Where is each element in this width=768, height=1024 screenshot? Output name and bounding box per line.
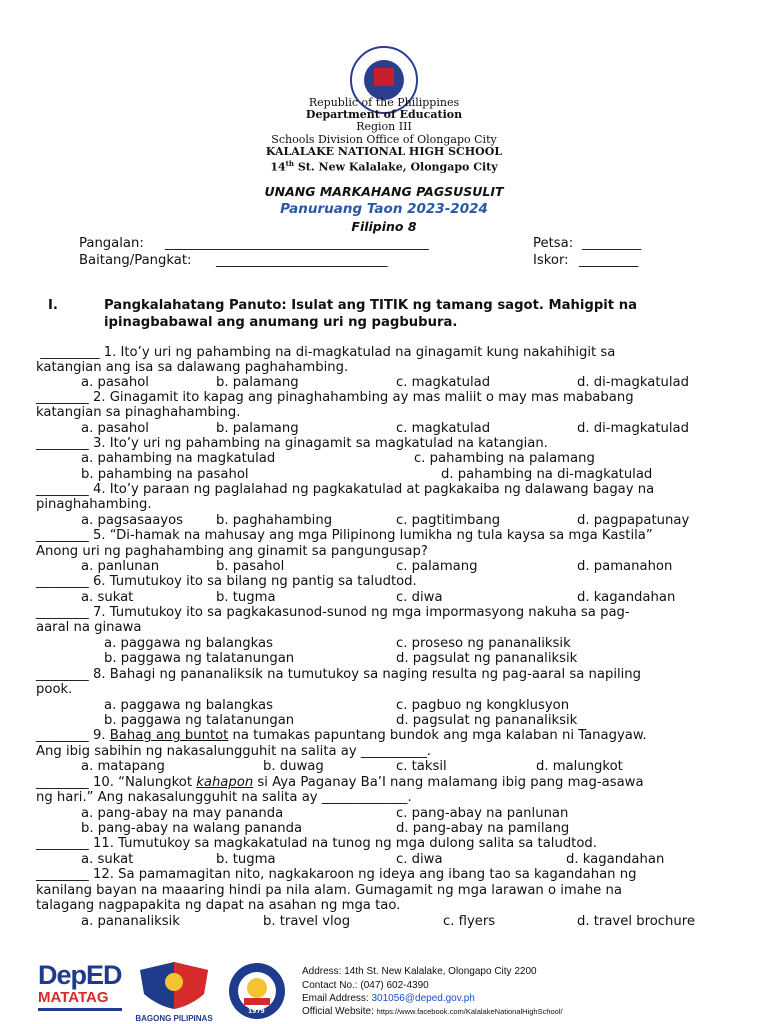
question-12-cont: kanilang bayan na maaaring hindi pa nila alam. Gumagamit ng mga larawan o imahe na xyxy=(36,883,622,898)
option-c[interactable]: c. diwa xyxy=(396,852,443,867)
option-b[interactable]: b. palamang xyxy=(216,375,299,390)
option-b[interactable]: b. pang-abay na walang pananda xyxy=(81,821,303,836)
instructions-line2: ipinagbabawal ang anumang uri ng pagbubura. xyxy=(104,315,458,330)
option-d[interactable]: d. pagsulat ng pananaliksik xyxy=(396,713,578,728)
option-c[interactable]: c. pang-abay na panlunan xyxy=(396,806,569,821)
option-d[interactable]: d. pagpapatunay xyxy=(577,513,690,528)
header-republic: Republic of the Philippines xyxy=(308,96,460,109)
option-a[interactable]: a. pasahol xyxy=(81,375,149,390)
option-a[interactable]: a. matapang xyxy=(81,759,165,774)
question-4: ________ 4. Ito’y paraan ng paglalahad ng pagkakatulad at pagkakaiba ng dalawang bagay na xyxy=(36,482,655,497)
option-a[interactable]: a. panlunan xyxy=(81,559,160,574)
subject-title: Filipino 8 xyxy=(351,219,417,234)
option-d[interactable]: d. di-magkatulad xyxy=(577,375,689,390)
option-c[interactable]: c. pagbuo ng kongklusyon xyxy=(396,698,570,713)
section-number: I. xyxy=(48,298,58,313)
option-c[interactable]: c. pagtitimbang xyxy=(396,513,501,528)
option-a[interactable]: a. sukat xyxy=(81,590,134,605)
footer-address: Address: 14th St. New Kalalake, Olongapo City 2200 xyxy=(302,966,537,977)
option-c[interactable]: c. magkatulad xyxy=(396,375,491,390)
question-9: ________ 9. Bahag ang buntot na tumakas papuntang bundok ang mga kalaban ni Tanagyaw. xyxy=(36,728,647,743)
option-b[interactable]: b. palamang xyxy=(216,421,299,436)
question-5-cont: Anong uri ng paghahambing ang ginamit sa pangungusap? xyxy=(36,544,428,559)
name-field[interactable]: ________________________________________ xyxy=(165,236,429,251)
instructions-line1: Pangkalahatang Panuto: Isulat ang TITIK ng tamang sagot. Mahigpit na xyxy=(104,298,637,313)
question-8-cont: pook. xyxy=(36,682,73,697)
option-b[interactable]: b. travel vlog xyxy=(263,914,351,929)
option-c[interactable]: c. magkatulad xyxy=(396,421,491,436)
option-d[interactable]: d. kagandahan xyxy=(577,590,676,605)
question-10-cont: ng hari.” Ang nakasalungguhit na salita ay _____________. xyxy=(36,790,412,805)
option-a[interactable]: a. pang-abay na may pananda xyxy=(81,806,284,821)
school-year: Panuruang Taon 2023-2024 xyxy=(280,201,488,217)
grade-label: Baitang/Pangkat: xyxy=(79,253,192,268)
option-a[interactable]: a. paggawa ng balangkas xyxy=(104,698,274,713)
question-7-cont: aaral na ginawa xyxy=(36,620,142,635)
option-a[interactable]: a. pasahol xyxy=(81,421,149,436)
footer-website: Official Website: https://www.facebook.com/KalalakeNationalHighSchool/ xyxy=(302,1006,563,1017)
header-region: Region III xyxy=(356,120,412,133)
option-d[interactable]: d. travel brochure xyxy=(577,914,695,929)
option-b[interactable]: b. paghahambing xyxy=(216,513,333,528)
website-link[interactable]: https://www.facebook.com/KalalakeNationalHighSchool/ xyxy=(376,1007,563,1016)
option-d[interactable]: d. pahambing na di-magkatulad xyxy=(441,467,653,482)
question-1: _________ 1. Ito’y uri ng pahambing na di-magkatulad na ginagamit kung nakahihigit sa xyxy=(36,345,616,360)
question-4-cont: pinaghahambing. xyxy=(36,497,152,512)
header-address: 14th St. New Kalalake, Olongapo City xyxy=(270,159,498,174)
option-b[interactable]: b. paggawa ng talatanungan xyxy=(104,713,295,728)
option-b[interactable]: b. tugma xyxy=(216,590,276,605)
deped-matatag-logo: DepED MATATAG xyxy=(38,960,128,1016)
option-b[interactable]: b. paggawa ng talatanungan xyxy=(104,651,295,666)
name-label: Pangalan: xyxy=(79,236,144,251)
question-10: ________ 10. “Nalungkot kahapon si Aya Paganay Ba’I nang malamang ibig pang mag-asawa xyxy=(36,775,644,790)
footer-email: Email Address: 301056@deped.gov.ph xyxy=(302,993,475,1004)
date-label: Petsa: xyxy=(533,236,574,251)
question-3: ________ 3. Ito’y uri ng pahambing na ginagamit sa magkatulad na katangian. xyxy=(36,436,548,451)
date-field[interactable]: _________ xyxy=(582,236,642,251)
question-8: ________ 8. Bahagi ng pananaliksik na tumutukoy sa naging resulta ng pag-aaral sa napiling xyxy=(36,667,642,682)
option-c[interactable]: c. taksil xyxy=(396,759,447,774)
score-field[interactable]: _________ xyxy=(579,253,639,268)
question-12: ________ 12. Sa pamamagitan nito, nagkakaroon ng ideya ang ibang tao sa kagandahan ng xyxy=(36,867,637,882)
option-c[interactable]: c. flyers xyxy=(443,914,496,929)
option-a[interactable]: a. pananaliksik xyxy=(81,914,180,929)
exam-title: UNANG MARKAHANG PAGSUSULIT xyxy=(264,184,504,199)
option-d[interactable]: d. di-magkatulad xyxy=(577,421,689,436)
option-d[interactable]: d. pagsulat ng pananaliksik xyxy=(396,651,578,666)
option-c[interactable]: c. palamang xyxy=(396,559,478,574)
option-d[interactable]: d. kagandahan xyxy=(566,852,665,867)
option-d[interactable]: d. malungkot xyxy=(536,759,623,774)
question-2: ________ 2. Ginagamit ito kapag ang pinaghahambing ay mas maliit o may mas mababang xyxy=(36,390,634,405)
grade-field[interactable]: __________________________ xyxy=(216,253,388,268)
option-b[interactable]: b. pasahol xyxy=(216,559,285,574)
question-11: ________ 11. Tumutukoy sa magkakatulad na tunog ng mga dulong salita sa taludtod. xyxy=(36,836,597,851)
score-label: Iskor: xyxy=(533,253,569,268)
option-b[interactable]: b. pahambing na pasahol xyxy=(81,467,249,482)
option-c[interactable]: c. diwa xyxy=(396,590,443,605)
footer-contact: Contact No.: (047) 602-4390 xyxy=(302,980,429,991)
question-6: ________ 6. Tumutukoy ito sa bilang ng pantig sa taludtod. xyxy=(36,574,417,589)
header-division: Schools Division Office of Olongapo City xyxy=(271,133,497,146)
question-2-cont: katangian sa pinaghahambing. xyxy=(36,405,241,420)
header-school: KALALAKE NATIONAL HIGH SCHOOL xyxy=(265,145,503,158)
option-a[interactable]: a. pagsasaayos xyxy=(81,513,184,528)
question-7: ________ 7. Tumutukoy ito sa pagkakasunod-sunod ng mga impormasyong nakuha sa pag- xyxy=(36,605,630,620)
school-seal: 1979 xyxy=(222,962,292,1020)
option-d[interactable]: d. pamanahon xyxy=(577,559,673,574)
option-c[interactable]: c. proseso ng pananaliksik xyxy=(396,636,571,651)
question-9-cont: Ang ibig sabihin ng nakasalungguhit na salita ay __________. xyxy=(36,744,431,759)
header-department: Department of Education xyxy=(305,108,463,121)
option-b[interactable]: b. tugma xyxy=(216,852,276,867)
question-1-cont: katangian ang isa sa dalawang paghahambing. xyxy=(36,360,349,375)
option-a[interactable]: a. pahambing na magkatulad xyxy=(81,451,276,466)
question-5: ________ 5. “Di-hamak na mahusay ang mga Pilipinong lumikha ng tula kaysa sa mga Kastila” xyxy=(36,528,653,543)
option-a[interactable]: a. sukat xyxy=(81,852,134,867)
email-link[interactable]: 301056@deped.gov.ph xyxy=(371,993,475,1004)
question-12-cont: talagang nagpapakita ng dapat na asahan ng mga tao. xyxy=(36,898,401,913)
option-d[interactable]: d. pang-abay na pamilang xyxy=(396,821,570,836)
option-a[interactable]: a. paggawa ng balangkas xyxy=(104,636,274,651)
bagong-pilipinas-logo: BAGONG PILIPINAS xyxy=(134,960,214,1020)
option-b[interactable]: b. duwag xyxy=(263,759,324,774)
option-c[interactable]: c. pahambing na palamang xyxy=(414,451,595,466)
